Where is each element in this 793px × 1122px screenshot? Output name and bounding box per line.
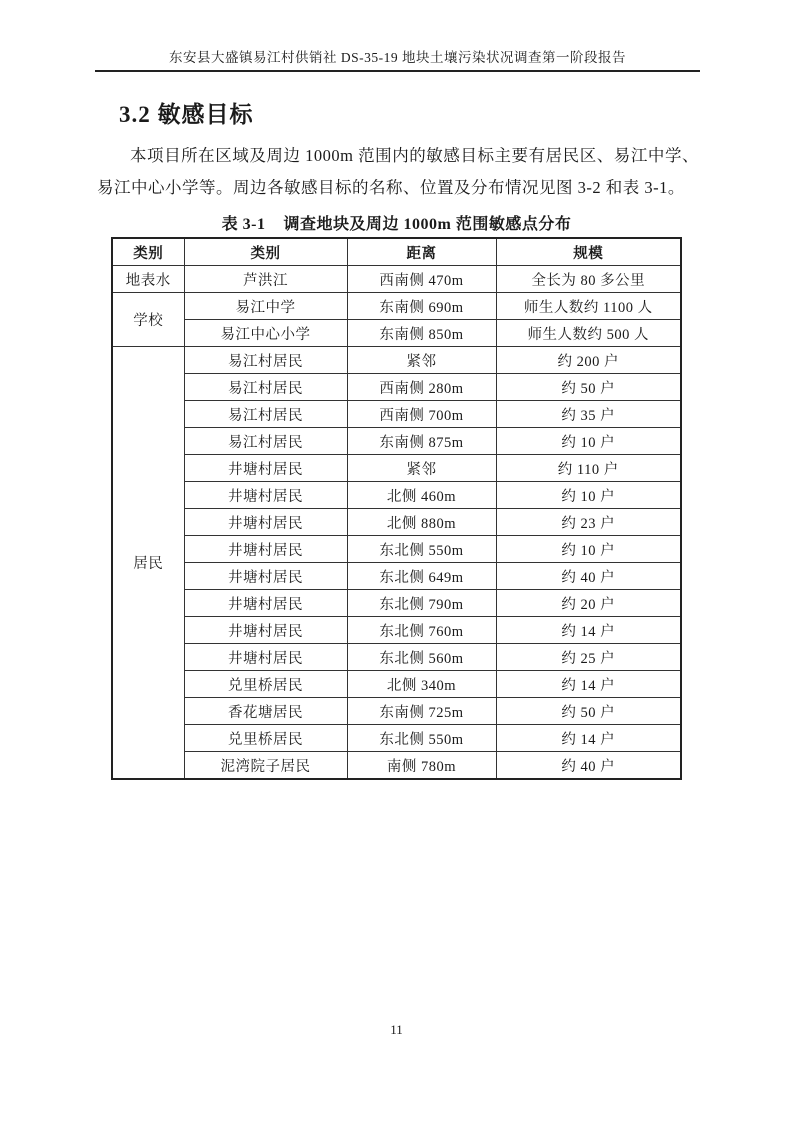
table-cell: 西南侧 280m	[347, 374, 496, 401]
table-row	[112, 347, 681, 374]
table-cell: 约 14 户	[496, 671, 681, 698]
table-cell: 约 14 户	[496, 725, 681, 752]
table-cell: 东北侧 550m	[347, 725, 496, 752]
table-row	[112, 617, 681, 644]
table-row	[112, 455, 681, 482]
table-cell: 兑里桥居民	[184, 671, 347, 698]
table-cell: 易江村居民	[184, 374, 347, 401]
table-cell: 井塘村居民	[184, 536, 347, 563]
table-cell: 约 10 户	[496, 536, 681, 563]
table-cell: 泥湾院子居民	[184, 752, 347, 780]
table-cell: 约 110 户	[496, 455, 681, 482]
table-cell: 南侧 780m	[347, 752, 496, 780]
table-cell: 西南侧 700m	[347, 401, 496, 428]
table-cell: 井塘村居民	[184, 617, 347, 644]
table-cell: 北侧 460m	[347, 482, 496, 509]
table-cell: 全长为 80 多公里	[496, 266, 681, 293]
table-cell: 东北侧 760m	[347, 617, 496, 644]
table-row	[112, 644, 681, 671]
table-cell: 香花塘居民	[184, 698, 347, 725]
table-cell: 紧邻	[347, 347, 496, 374]
page-number: 11	[390, 1022, 403, 1037]
table-cell: 东北侧 560m	[347, 644, 496, 671]
table-row	[112, 671, 681, 698]
table-cell: 东北侧 550m	[347, 536, 496, 563]
table-row	[112, 428, 681, 455]
table-cell: 北侧 340m	[347, 671, 496, 698]
table-body	[112, 266, 681, 780]
table-cell: 约 40 户	[496, 563, 681, 590]
table-caption-text: 调查地块及周边 1000m 范围敏感点分布	[283, 216, 572, 233]
table-cell: 约 20 户	[496, 590, 681, 617]
table-row	[112, 374, 681, 401]
section-heading: 3.2 敏感目标	[119, 102, 254, 127]
table-cell: 井塘村居民	[184, 482, 347, 509]
table-row	[112, 563, 681, 590]
table-row	[112, 725, 681, 752]
table-row	[112, 293, 681, 320]
table-cell: 约 23 户	[496, 509, 681, 536]
table-cell: 易江村居民	[184, 347, 347, 374]
table-row	[112, 482, 681, 509]
table-row	[112, 266, 681, 293]
table-cell: 易江村居民	[184, 428, 347, 455]
table-cell: 易江中心小学	[184, 320, 347, 347]
table-cell: 约 10 户	[496, 482, 681, 509]
table-cell: 约 14 户	[496, 617, 681, 644]
table-cell: 紧邻	[347, 455, 496, 482]
table-cell: 东北侧 790m	[347, 590, 496, 617]
table-caption-label: 表 3-1	[221, 216, 266, 233]
table-category-cell: 居民	[112, 347, 184, 780]
table-cell: 师生人数约 500 人	[496, 320, 681, 347]
table-header-cell: 规模	[496, 238, 681, 266]
table-cell: 易江村居民	[184, 401, 347, 428]
table-cell: 兑里桥居民	[184, 725, 347, 752]
table-row	[112, 320, 681, 347]
table-cell: 北侧 880m	[347, 509, 496, 536]
table-row	[112, 752, 681, 780]
table-header-cell: 距离	[347, 238, 496, 266]
table-category-cell: 学校	[112, 293, 184, 347]
table-cell: 东北侧 649m	[347, 563, 496, 590]
table-cell: 约 35 户	[496, 401, 681, 428]
table-cell: 约 40 户	[496, 752, 681, 780]
table-cell: 师生人数约 1100 人	[496, 293, 681, 320]
table-header-cell: 类别	[184, 238, 347, 266]
table-row	[112, 509, 681, 536]
table-caption	[0, 211, 793, 234]
table-row	[112, 536, 681, 563]
table-cell: 约 50 户	[496, 698, 681, 725]
table-row	[112, 698, 681, 725]
table-cell: 井塘村居民	[184, 455, 347, 482]
running-head: 东安县大盛镇易江村供销社 DS-35-19 地块土壤污染状况调查第一阶段报告	[95, 0, 700, 72]
table-header-cell: 类别	[112, 238, 184, 266]
section-paragraph: 本项目所在区域及周边 1000m 范围内的敏感目标主要有居民区、易江中学、易江中心小学等。周边各敏感目标的名称、位置及分布情况见图 3-2 和表 3-1。	[97, 146, 699, 197]
table-header-row	[112, 238, 681, 266]
table-cell: 井塘村居民	[184, 509, 347, 536]
table-cell: 东南侧 875m	[347, 428, 496, 455]
table-cell: 西南侧 470m	[347, 266, 496, 293]
table-row	[112, 401, 681, 428]
table-cell: 易江中学	[184, 293, 347, 320]
table-cell: 井塘村居民	[184, 644, 347, 671]
table-cell: 约 10 户	[496, 428, 681, 455]
table-row	[112, 590, 681, 617]
table-cell: 东南侧 690m	[347, 293, 496, 320]
table-cell: 约 50 户	[496, 374, 681, 401]
table-category-cell: 地表水	[112, 266, 184, 293]
table-cell: 东南侧 850m	[347, 320, 496, 347]
table-cell: 约 25 户	[496, 644, 681, 671]
table-cell: 井塘村居民	[184, 563, 347, 590]
sensitive-targets-table	[111, 237, 682, 780]
table-cell: 芦洪江	[184, 266, 347, 293]
table-cell: 东南侧 725m	[347, 698, 496, 725]
table-cell: 井塘村居民	[184, 590, 347, 617]
table-cell: 约 200 户	[496, 347, 681, 374]
